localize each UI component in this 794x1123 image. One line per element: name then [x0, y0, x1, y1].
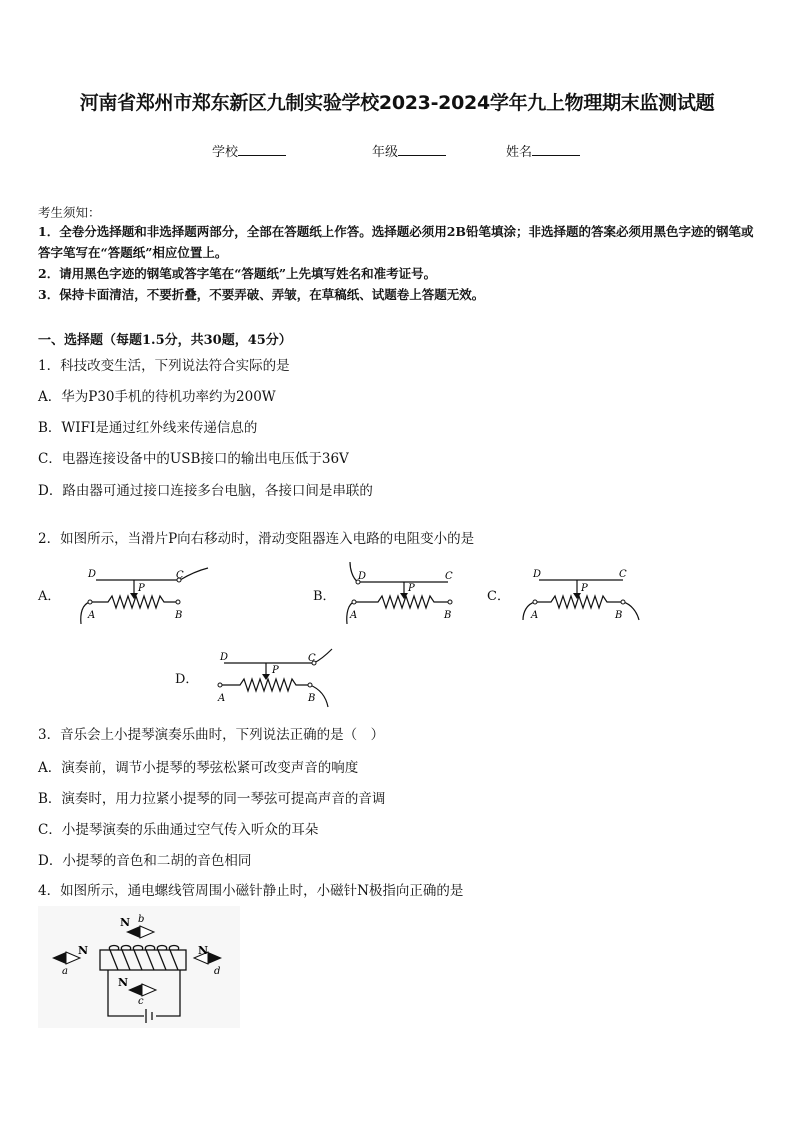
- q2-label-c: C．: [487, 589, 510, 604]
- needle-c-label: c: [138, 996, 144, 1007]
- needle-b-north: N: [120, 916, 131, 929]
- page-title: 河南省郑州市郑东新区九制实验学校2023-2024学年九上物理期末监测试题: [79, 92, 715, 114]
- notice-item-2: 2．请用黑色字迹的钢笔或答字笔在“答题纸”上先填写姓名和准考证号。: [38, 266, 437, 281]
- grade-label: 年级: [372, 145, 399, 160]
- notice-heading: 考生须知：: [38, 205, 101, 220]
- rheostat-b-label-d: D: [358, 571, 367, 582]
- q3-option-d: D．小提琴的音色和二胡的音色相同: [38, 853, 252, 869]
- q1-option-c: C．电器连接设备中的USB接口的输出电压低于36V: [38, 451, 349, 467]
- school-label: 学校: [212, 145, 239, 160]
- rheostat-a-diagram: [70, 562, 220, 628]
- needle-a-north: N: [78, 944, 89, 957]
- rheostat-c-label-a: A: [531, 610, 539, 621]
- school-field: [212, 141, 286, 160]
- needle-d-label: d: [214, 966, 221, 977]
- q1-option-a: A．华为P30手机的待机功率约为200W: [38, 389, 276, 405]
- rheostat-d-diagram: [210, 645, 340, 711]
- q1-option-b: B．WIFI是通过红外线来传递信息的: [38, 420, 258, 436]
- rheostat-b-label-b: B: [444, 610, 452, 621]
- needle-d-north: N: [198, 944, 209, 957]
- q2-label-a: A．: [38, 589, 61, 604]
- rheostat-b-label-c: C: [445, 571, 453, 582]
- rheostat-c-diagram: [515, 562, 650, 628]
- q1-option-d: D．路由器可通过接口连接多台电脑，各接口间是串联的: [38, 483, 373, 499]
- rheostat-a-label-p: P: [138, 583, 145, 594]
- rheostat-b-diagram: [338, 560, 468, 628]
- rheostat-d-label-c: C: [308, 653, 316, 664]
- rheostat-d-label-b: B: [308, 693, 316, 704]
- name-label: 姓名: [506, 145, 533, 160]
- rheostat-c-label-b: B: [615, 610, 623, 621]
- q3-stem: 3．音乐会上小提琴演奏乐曲时，下列说法正确的是（ ）: [38, 727, 385, 743]
- q3-option-c: C．小提琴演奏的乐曲通过空气传入听众的耳朵: [38, 822, 319, 838]
- name-blank: [532, 143, 580, 156]
- q2-label-b: B．: [313, 589, 336, 604]
- notice-item-3: 3．保持卡面清洁，不要折叠，不要弄破、弄皱，在草稿纸、试题卷上答题无效。: [38, 287, 485, 302]
- rheostat-a-label-c: C: [176, 570, 184, 581]
- q3-option-a: A．演奏前，调节小提琴的琴弦松紧可改变声音的响度: [38, 760, 359, 776]
- section-heading: 一、选择题（每题1.5分，共30题，45分）: [38, 333, 292, 348]
- rheostat-d-label-d: D: [220, 652, 229, 663]
- needle-b-label: b: [138, 914, 145, 925]
- rheostat-a-label-a: A: [88, 610, 96, 621]
- grade-field: [372, 141, 446, 160]
- solenoid-diagram: [38, 906, 240, 1028]
- needle-a-label: a: [62, 966, 68, 977]
- rheostat-b-label-p: P: [408, 583, 415, 594]
- name-field: [506, 141, 580, 160]
- rheostat-c-label-d: D: [533, 569, 542, 580]
- grade-blank: [398, 143, 446, 156]
- rheostat-d-label-a: A: [218, 693, 226, 704]
- rheostat-a-label-b: B: [175, 610, 183, 621]
- rheostat-c-label-p: P: [581, 583, 588, 594]
- rheostat-c-label-c: C: [619, 569, 627, 580]
- q2-label-d: D．: [175, 672, 199, 687]
- q4-stem: 4．如图所示，通电螺线管周围小磁针静止时，小磁针N极指向正确的是: [38, 883, 464, 899]
- notice-item-1: 1．全卷分选择题和非选择题两部分，全部在答题纸上作答。选择题必须用2B铅笔填涂；非选择题的答案必须用黑色字迹的钢笔或答字笔写在“答题纸”相应位置上。: [38, 224, 754, 260]
- q2-stem: 2．如图所示，当滑片P向右移动时，滑动变阻器连入电路的电阻变小的是: [38, 531, 475, 547]
- rheostat-a-label-d: D: [88, 569, 97, 580]
- school-blank: [238, 143, 286, 156]
- q1-stem: 1．科技改变生活，下列说法符合实际的是: [38, 358, 290, 374]
- needle-c-north: N: [118, 976, 129, 989]
- rheostat-d-label-p: P: [272, 665, 279, 676]
- rheostat-b-label-a: A: [350, 610, 358, 621]
- q3-option-b: B．演奏时，用力拉紧小提琴的同一琴弦可提高声音的音调: [38, 791, 386, 807]
